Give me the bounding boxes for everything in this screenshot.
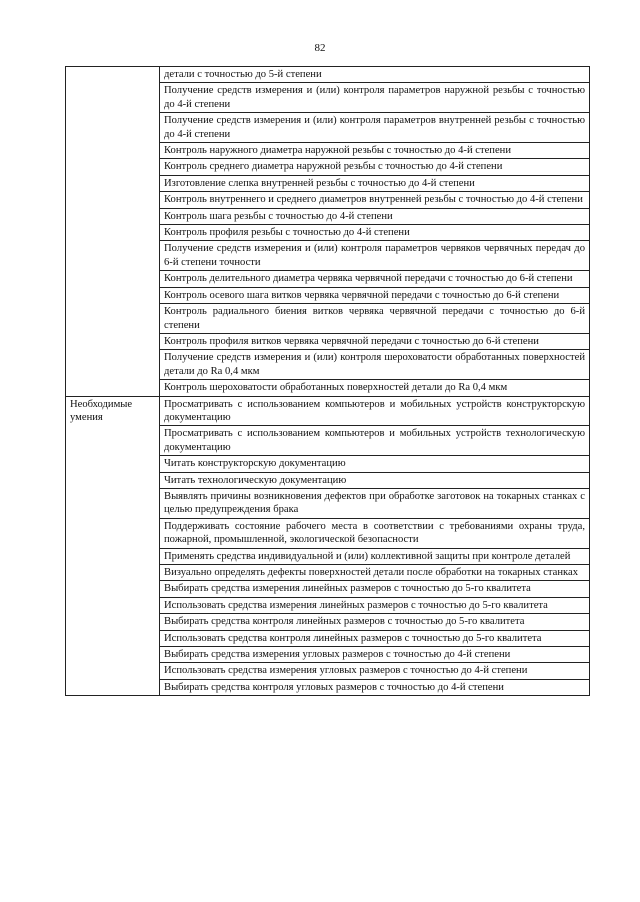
table-cell-item: Контроль шага резьбы с точностью до 4-й степени xyxy=(160,208,590,224)
table-cell-item: Выявлять причины возникновения дефектов при обработке заготовок на токарных станках с целью предупреждения брака xyxy=(160,488,590,518)
table-cell-item: Поддерживать состояние рабочего места в соответствии с требованиями охраны труда, пожарной, промышленной, экологической безопасности xyxy=(160,518,590,548)
table-cell-item: Контроль профиля резьбы с точностью до 4-й степени xyxy=(160,225,590,241)
competency-table-body xyxy=(66,67,590,696)
table-cell-item: Читать технологическую документацию xyxy=(160,472,590,488)
section-label-cell xyxy=(66,67,160,397)
table-cell-item: Получение средств измерения и (или) контроля шероховатости обработанных поверхностей детали до Ra 0,4 мкм xyxy=(160,350,590,380)
table-cell-item: Изготовление слепка внутренней резьбы с точностью до 4-й степени xyxy=(160,175,590,191)
table-cell-item: Контроль среднего диаметра наружной резьбы с точностью до 4-й степени xyxy=(160,159,590,175)
table-cell-item: Контроль делительного диаметра червяка червячной передачи с точностью до 6-й степени xyxy=(160,271,590,287)
table-cell-item: Выбирать средства контроля линейных размеров с точностью до 5-го квалитета xyxy=(160,614,590,630)
table-cell-item: Контроль наружного диаметра наружной резьбы с точностью до 4-й степени xyxy=(160,143,590,159)
table-cell-item: Читать конструкторскую документацию xyxy=(160,456,590,472)
table-row xyxy=(66,67,590,83)
table-cell-item: Использовать средства измерения угловых размеров с точностью до 4-й степени xyxy=(160,663,590,679)
table-cell-item: Контроль осевого шага витков червяка червячной передачи с точностью до 6-й степени xyxy=(160,287,590,303)
table-cell-item: Контроль радиального биения витков червяка червячной передачи с точностью до 6-й степени xyxy=(160,304,590,334)
table-cell-item: Контроль шероховатости обработанных поверхностей детали до Ra 0,4 мкм xyxy=(160,380,590,396)
table-cell-item: Получение средств измерения и (или) контроля параметров червяков червячных передач до 6-й степени точности xyxy=(160,241,590,271)
table-cell-item: Получение средств измерения и (или) контроля параметров наружной резьбы с точностью до 4-й степени xyxy=(160,83,590,113)
table-cell-item: Визуально определять дефекты поверхностей детали после обработки на токарных станках xyxy=(160,565,590,581)
section-label: Необходимые умения xyxy=(70,398,133,423)
table-cell-item: Контроль внутреннего и среднего диаметров внутренней резьбы с точностью до 4-й степени xyxy=(160,192,590,208)
table-cell-item: Использовать средства контроля линейных размеров с точностью до 5-го квалитета xyxy=(160,630,590,646)
table-cell-item: Получение средств измерения и (или) контроля параметров внутренней резьбы с точностью до 4-й степени xyxy=(160,113,590,143)
section-label-cell xyxy=(66,396,160,696)
table-cell-item: Выбирать средства контроля угловых размеров с точностью до 4-й степени xyxy=(160,679,590,695)
table-cell-item: Просматривать с использованием компьютеров и мобильных устройств конструкторскую документацию xyxy=(160,396,590,426)
table-cell-item: Контроль профиля витков червяка червячной передачи с точностью до 6-й степени xyxy=(160,333,590,349)
table-cell-item: Использовать средства измерения линейных размеров с точностью до 5-го квалитета xyxy=(160,597,590,613)
table-cell-item: Просматривать с использованием компьютеров и мобильных устройств технологическую документацию xyxy=(160,426,590,456)
table-row xyxy=(66,396,590,426)
table-cell-item: Выбирать средства измерения линейных размеров с точностью до 5-го квалитета xyxy=(160,581,590,597)
table-cell-item: Применять средства индивидуальной и (или) коллективной защиты при контроле деталей xyxy=(160,548,590,564)
page-number: 82 xyxy=(314,42,326,54)
table-cell-item: Выбирать средства измерения угловых размеров с точностью до 4-й степени xyxy=(160,647,590,663)
competency-table xyxy=(65,66,590,696)
table-cell-item: детали с точностью до 5-й степени xyxy=(160,67,590,83)
